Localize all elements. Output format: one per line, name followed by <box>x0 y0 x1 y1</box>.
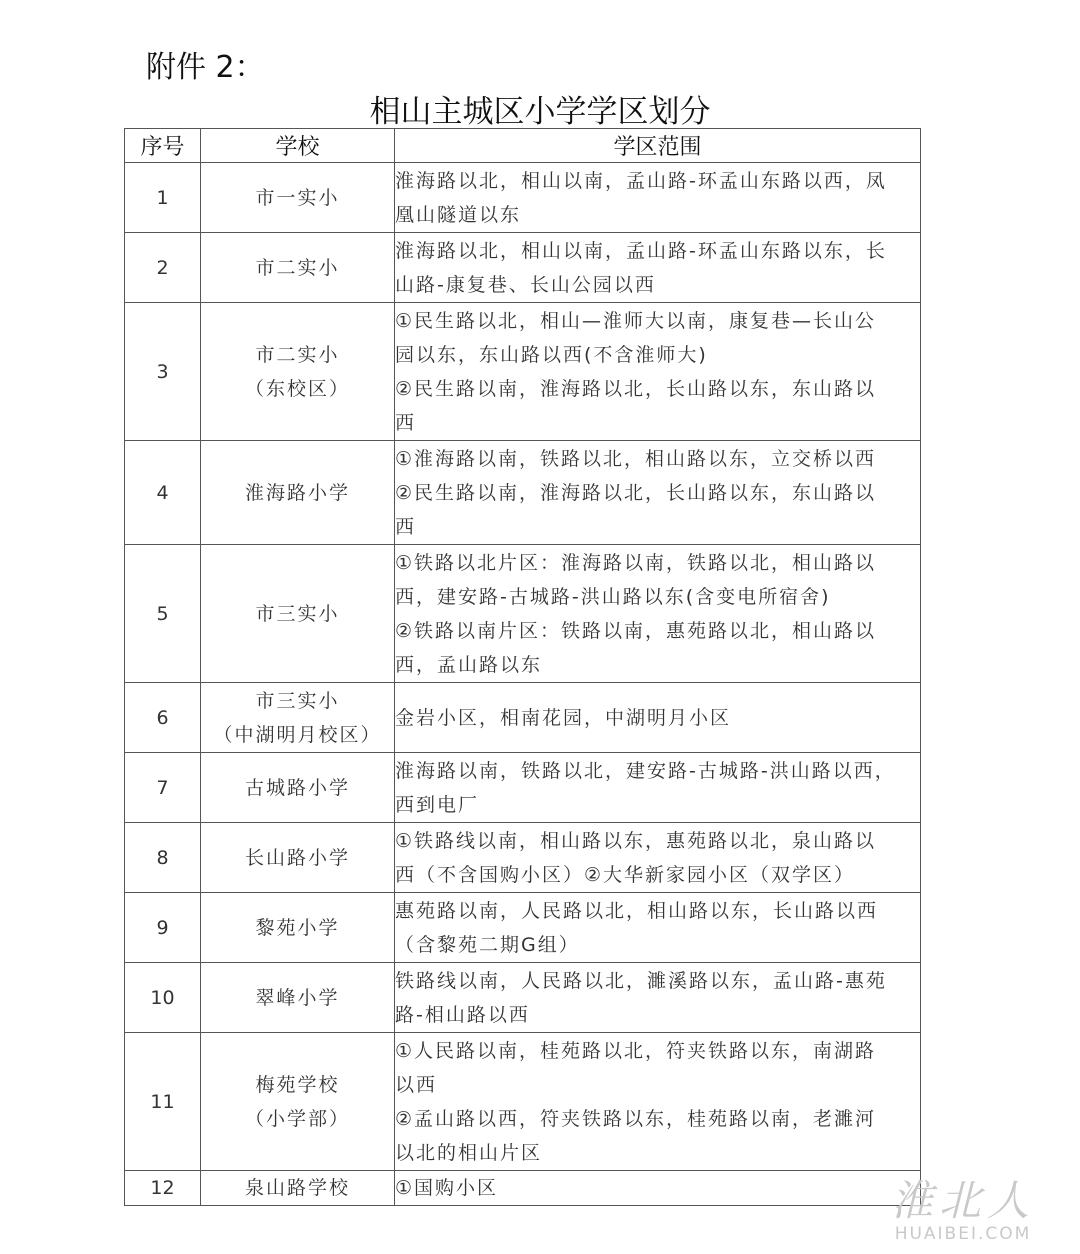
school-name-cell <box>201 303 395 441</box>
school-name-cell <box>201 163 395 233</box>
district-range-line: 西 <box>395 515 417 538</box>
district-range-line: 淮海路以北，相山以南，孟山路-环孟山东路以东，长 <box>395 239 887 262</box>
district-range-cell <box>395 441 921 545</box>
district-range-line: 西（不含国购小区）②大华新家园小区（双学区） <box>395 863 856 886</box>
school-name-cell <box>201 1171 395 1206</box>
district-range-line: 凰山隧道以东 <box>395 203 522 226</box>
district-range-cell <box>395 233 921 303</box>
school-name-line: 市一实小 <box>255 186 340 209</box>
table-row <box>125 683 921 753</box>
school-name-line: （东校区） <box>244 377 350 400</box>
table-row <box>125 303 921 441</box>
school-name-line: 市三实小 <box>255 602 340 625</box>
table-row <box>125 441 921 545</box>
document-title: 相山主城区小学学区划分 <box>369 94 711 130</box>
column-header-school: 学校 <box>201 129 395 163</box>
district-range-cell <box>395 303 921 441</box>
table-row <box>125 545 921 683</box>
district-range-line: 淮海路以北，相山以南，孟山路-环孟山东路以西，凤 <box>395 169 887 192</box>
district-range-line: 淮海路以南，铁路以北，建安路-古城路-洪山路以西， <box>395 759 896 782</box>
table-row <box>125 233 921 303</box>
school-name-line: 泉山路学校 <box>244 1177 350 1199</box>
school-name-line: 市二实小 <box>255 256 340 279</box>
district-range-cell <box>395 823 921 893</box>
table-row <box>125 963 921 1033</box>
district-range-line: ①淮海路以南，铁路以北，相山路以东，立交桥以西 <box>395 447 877 470</box>
table-row <box>125 893 921 963</box>
school-name-cell <box>201 753 395 823</box>
district-range-line: ①铁路以北片区：淮海路以南，铁路以北，相山路以 <box>395 551 877 574</box>
school-name-line: 市三实小 <box>255 689 340 712</box>
district-range-cell <box>395 1171 921 1206</box>
row-number: 10 <box>125 963 201 1033</box>
district-range-line: ①铁路线以南，相山路以东，惠苑路以北，泉山路以 <box>395 829 877 852</box>
school-name-line: 淮海路小学 <box>244 481 350 504</box>
district-range-line: 西 <box>395 411 417 434</box>
table-row <box>125 1033 921 1171</box>
district-range-cell <box>395 683 921 753</box>
row-number: 6 <box>125 683 201 753</box>
school-name-cell <box>201 893 395 963</box>
school-name-line: 长山路小学 <box>244 846 350 869</box>
district-range-line: 路-相山路以西 <box>395 1003 530 1026</box>
row-number: 8 <box>125 823 201 893</box>
district-range-line: ①国购小区 <box>395 1177 499 1199</box>
row-number: 4 <box>125 441 201 545</box>
watermark-domain: HUAIBEI.COM <box>894 1224 1032 1244</box>
school-name-line: 梅苑学校 <box>255 1073 340 1096</box>
school-name-cell <box>201 1033 395 1171</box>
school-name-line: 黎苑小学 <box>255 916 340 939</box>
row-number: 2 <box>125 233 201 303</box>
school-name-line: 古城路小学 <box>244 776 350 799</box>
district-range-line: ②民生路以南，淮海路以北，长山路以东，东山路以 <box>395 481 877 504</box>
district-range-line: 金岩小区，相南花园，中湖明月小区 <box>395 706 732 729</box>
row-number: 9 <box>125 893 201 963</box>
table-row <box>125 1171 921 1206</box>
row-number: 1 <box>125 163 201 233</box>
school-name-cell <box>201 683 395 753</box>
district-range-line: （含黎苑二期G组） <box>395 933 580 956</box>
table-row <box>125 753 921 823</box>
row-number: 12 <box>125 1171 201 1206</box>
row-number: 5 <box>125 545 201 683</box>
school-name-cell <box>201 441 395 545</box>
table-body <box>125 163 921 1206</box>
district-range-line: 以北的相山片区 <box>395 1141 543 1164</box>
school-name-line: （小学部） <box>244 1107 350 1130</box>
table-header-row <box>125 129 921 163</box>
district-range-line: ①人民路以南，桂苑路以北，符夹铁路以东，南湖路 <box>395 1039 877 1062</box>
table-row <box>125 823 921 893</box>
district-range-cell <box>395 753 921 823</box>
attachment-label: 附件 2： <box>146 50 265 85</box>
row-number: 7 <box>125 753 201 823</box>
column-header-number: 序号 <box>125 129 201 163</box>
school-name-cell <box>201 963 395 1033</box>
row-number: 11 <box>125 1033 201 1171</box>
district-range-line: ②民生路以南，淮海路以北，长山路以东，东山路以 <box>395 377 877 400</box>
district-range-cell <box>395 163 921 233</box>
watermark-logo-text: 淮北人 <box>890 1176 1035 1225</box>
district-range-line: ②铁路以南片区：铁路以南，惠苑路以北，相山路以 <box>395 619 877 642</box>
school-name-cell <box>201 233 395 303</box>
district-range-cell <box>395 1033 921 1171</box>
district-range-line: 西，建安路-古城路-洪山路以东(含变电所宿舍) <box>395 585 831 608</box>
district-range-cell <box>395 963 921 1033</box>
school-district-table <box>124 128 921 1206</box>
table-row <box>125 163 921 233</box>
district-range-line: ②孟山路以西，符夹铁路以东，桂苑路以南，老濉河 <box>395 1107 877 1130</box>
school-name-line: （中湖明月校区） <box>213 723 382 746</box>
district-range-line: 铁路线以南，人民路以北，濉溪路以东，孟山路-惠苑 <box>395 969 887 992</box>
column-header-range: 学区范围 <box>395 129 921 163</box>
row-number: 3 <box>125 303 201 441</box>
district-range-line: ①民生路以北，相山—淮师大以南，康复巷—长山公 <box>395 309 877 332</box>
school-name-cell <box>201 545 395 683</box>
school-name-line: 市二实小 <box>255 343 340 366</box>
district-range-line: 园以东，东山路以西(不含淮师大) <box>395 343 708 366</box>
site-watermark <box>868 1178 1058 1244</box>
district-range-line: 以西 <box>395 1073 438 1096</box>
district-range-line: 山路-康复巷、长山公园以西 <box>395 273 656 296</box>
district-range-cell <box>395 545 921 683</box>
school-name-line: 翠峰小学 <box>255 986 340 1009</box>
district-range-line: 惠苑路以南，人民路以北，相山路以东，长山路以西 <box>395 899 879 922</box>
school-name-cell <box>201 823 395 893</box>
district-range-line: 西，孟山路以东 <box>395 653 543 676</box>
district-range-line: 西到电厂 <box>395 793 480 816</box>
district-range-cell <box>395 893 921 963</box>
